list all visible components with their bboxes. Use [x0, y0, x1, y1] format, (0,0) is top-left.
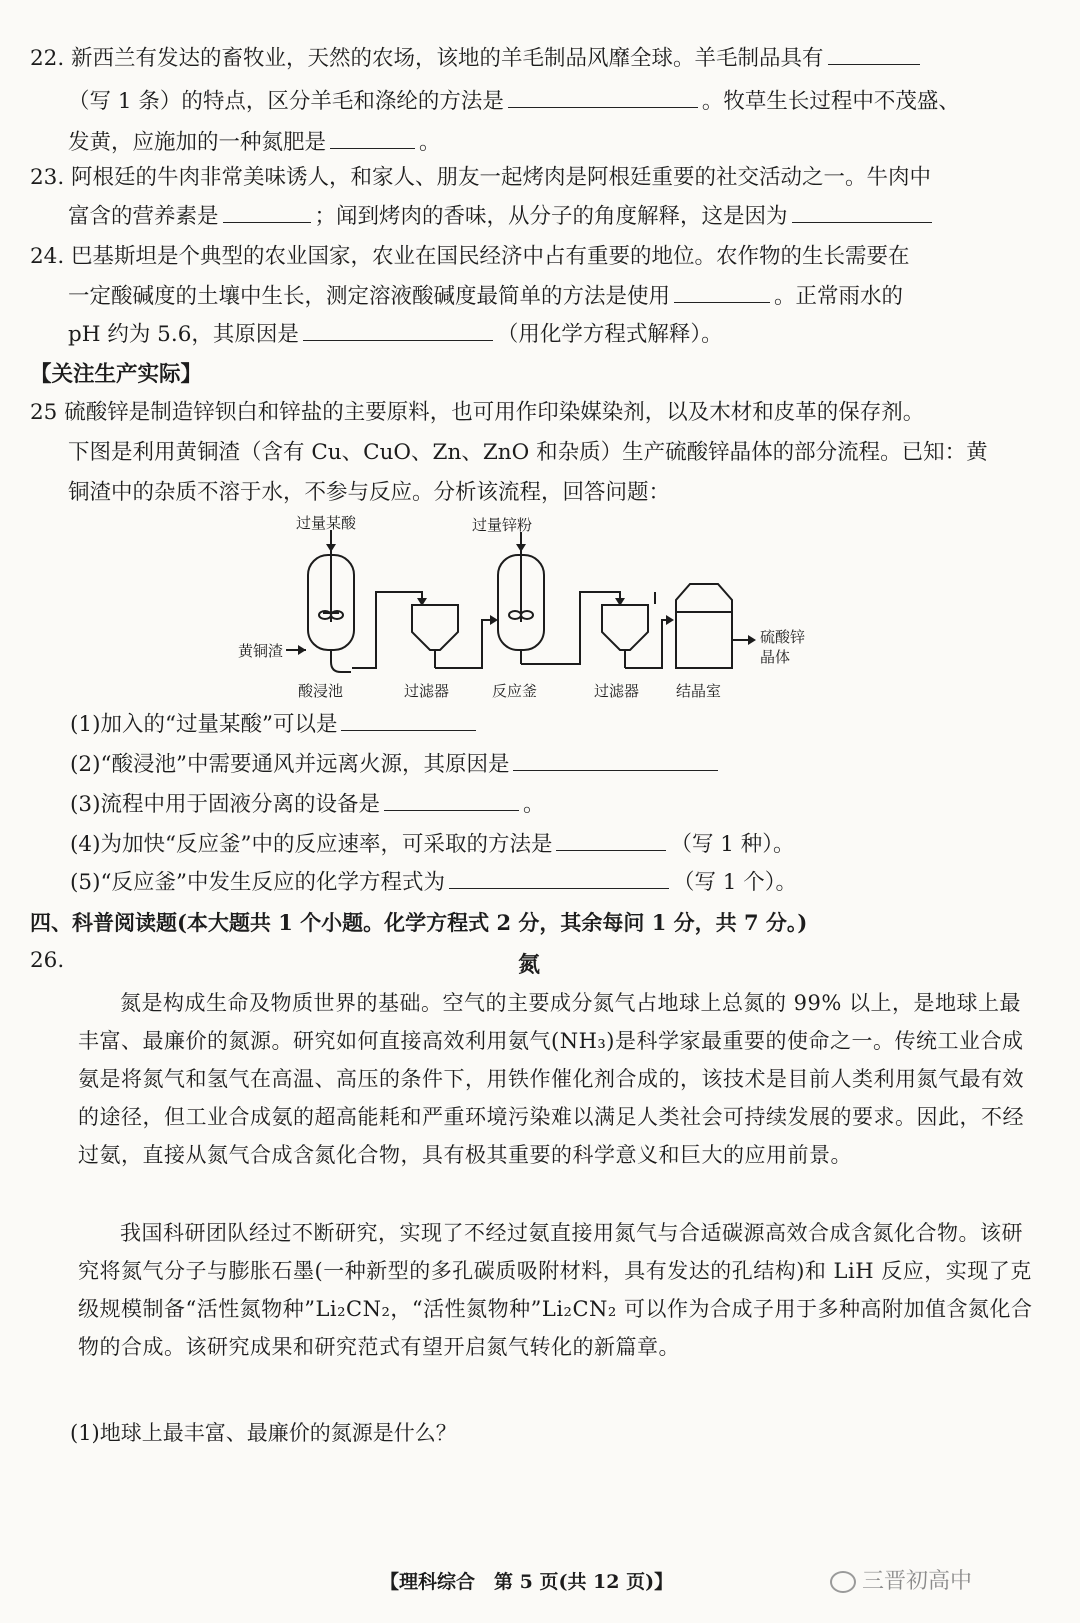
q26-paragraph2: 我国科研团队经过不断研究，实现了不经过氨直接用氮气与合适碳源高效合成含氮化合物。该研究将氮气分子与膨胀石墨(一种新型的多孔碳质吸附材料，具有发达的孔结构)和 LiH 反应，实现了克级规模制备“活性氮物种”Li₂CN₂，“活性氮物种”Li₂CN₂ 可以作为合成子用于多种高附加值含氮化合物的合成。该研究成果和研究范式有望开启氮气转化的新篇章。 — [78, 1221, 1033, 1359]
label-filter2: 过滤器 — [594, 682, 640, 700]
answer-blank[interactable] — [384, 792, 519, 811]
q22-line1: 22. 新西兰有发达的畜牧业，天然的农场，该地的羊毛制品风靡全球。羊毛制品具有 — [30, 44, 1050, 74]
q25-line2: 下图是利用黄铜渣（含有 Cu、CuO、Zn、ZnO 和杂质）生产硫酸锌晶体的部分流程。已知：黄 — [68, 440, 988, 465]
label-excess-zinc: 过量锌粉 — [472, 516, 533, 534]
label-product-line2: 晶体 — [760, 648, 791, 666]
section-heading: 【关注生产实际】 — [30, 362, 203, 387]
q25-sub3: (3)流程中用于固液分离的设备是 。 — [70, 792, 545, 817]
q25-sub2: (2)“酸浸池”中需要通风并远离火源，其原因是 — [70, 750, 1080, 780]
q23-line2: 富含的营养素是 ；闻到烤肉的香味，从分子的角度解释，这是因为 — [68, 202, 1080, 232]
answer-blank[interactable] — [556, 832, 666, 851]
section4-heading: 四、科普阅读题(本大题共 1 个小题。化学方程式 2 分，其余每问 1 分，共 7 分。) — [30, 910, 808, 935]
q26-title: 氮 — [518, 952, 541, 978]
label-filter1: 过滤器 — [404, 682, 450, 700]
q23-line1: 23. 阿根廷的牛肉非常美味诱人，和家人、朋友一起烤肉是阿根廷重要的社交活动之一。牛肉中 — [30, 165, 932, 190]
label-brass-slag: 黄铜渣 — [238, 642, 284, 660]
label-excess-acid: 过量某酸 — [296, 514, 357, 532]
acid-tank-vessel — [308, 540, 354, 672]
q26-paragraph1: 氮是构成生命及物质世界的基础。空气的主要成分氮气占地球上总氮的 99% 以上，是地球上最丰富、最廉价的氮源。研究如何直接高效利用氨气(NH₃)是科学家最重要的使命之一。传统工业合成氨是将氮气和氢气在高温、高压的条件下，用铁作催化剂合成的，该技术是目前人类利用氮气最有效的途径，但工业合成氨的超高能耗和严重环境污染难以满足人类社会可持续发展的要求。因此，不经过氨，直接从氮气合成含氮化合物，具有极其重要的科学意义和巨大的应用前景。 — [78, 991, 1024, 1167]
q24-line3: pH 约为 5.6，其原因是 （用化学方程式解释）。 — [68, 322, 723, 347]
q25-sub4: (4)为加快“反应釜”中的反应速率，可采取的方法是 （写 1 种）。 — [70, 832, 795, 857]
process-flow-diagram — [0, 0, 1080, 720]
q26-sub1: (1)地球上最丰富、最廉价的氮源是什么？ — [70, 1421, 457, 1445]
q24-line1: 24. 巴基斯坦是个典型的农业国家，农业在国民经济中占有重要的地位。农作物的生长需要在 — [30, 244, 910, 269]
label-crystallizer: 结晶室 — [676, 682, 722, 700]
filter2-vessel — [602, 605, 648, 668]
label-product-line1: 硫酸锌 — [760, 628, 806, 646]
wechat-icon — [830, 1571, 856, 1593]
q22-line3: 发黄，应施加的一种氮肥是 。 — [68, 130, 441, 155]
q25-sub5: (5)“反应釜”中发生反应的化学方程式为 （写 1 个）。 — [70, 870, 798, 895]
q26-number: 26. — [30, 948, 65, 973]
q25-line1: 25 硫酸锌是制造锌钡白和锌盐的主要原料，也可用作印染媒染剂，以及木材和皮革的保存剂。 — [30, 400, 925, 425]
label-acid-tank: 酸浸池 — [298, 682, 344, 700]
q25-line3: 铜渣中的杂质不溶于水，不参与反应。分析该流程，回答问题： — [68, 480, 671, 505]
answer-blank[interactable] — [513, 752, 718, 771]
page-footer: 【理科综合 第 5 页(共 12 页)】 — [380, 1571, 674, 1593]
crystallizer-vessel — [676, 584, 732, 668]
q22-line2: （写 1 条）的特点，区分羊毛和涤纶的方法是 。牧草生长过程中不茂盛、 — [68, 89, 960, 114]
filter1-vessel — [412, 605, 458, 668]
watermark: 三晋初高中 — [830, 1564, 972, 1595]
q25-sub1: (1)加入的“过量某酸”可以是 — [70, 710, 1080, 740]
reactor-vessel — [498, 544, 544, 664]
answer-blank[interactable] — [449, 870, 669, 889]
answer-blank[interactable] — [341, 712, 476, 731]
q24-line2: 一定酸碱度的土壤中生长，测定溶液酸碱度最简单的方法是使用 。正常雨水的 — [68, 284, 904, 309]
label-reactor: 反应釜 — [492, 682, 538, 700]
